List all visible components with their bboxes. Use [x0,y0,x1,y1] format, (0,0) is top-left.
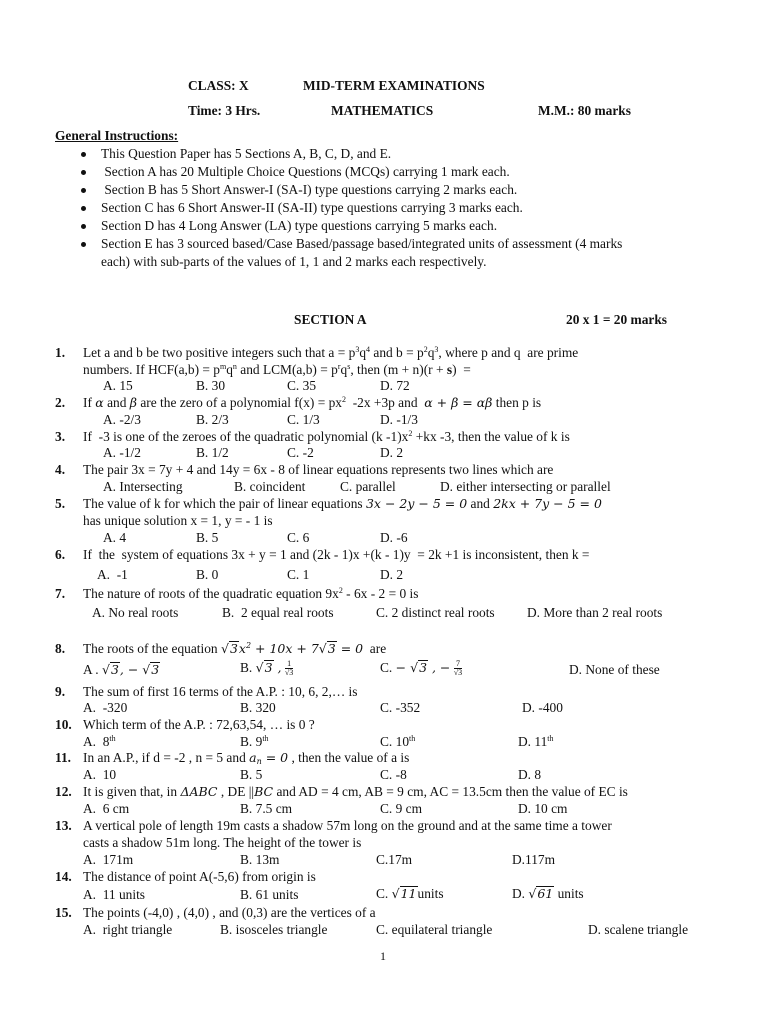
option: C. -2 [287,445,314,460]
question-text: In an A.P., if d = -2 , n = 5 and $a_n = 0$ , then the value of a is [83,750,410,766]
option: A. 11 units [83,887,145,902]
question-number: 10. [55,717,72,732]
option: C. 9 cm [380,801,423,816]
instructions-title: General Instructions: [55,128,179,143]
option: D. √61 units [512,886,584,901]
option: C. 6 [287,530,310,545]
option: B. 5 [196,530,219,545]
option: D. 10 cm [518,801,568,816]
instruction-item: Section C has 6 Short Answer-II (SA-II) type questions carrying 3 marks each. [101,200,523,215]
option: D. 2 [380,567,404,582]
question-text: casts a shadow 51m long. The height of the tower is [83,835,362,850]
question-text: It is given that, in ΔABC , DE ||BC and AD = 4 cm, AB = 9 cm, AC = 13.5cm then the value of EC is [83,784,628,799]
question-text: The value of k for which the pair of linear equations 3x − 2y − 5 = 0 and 2kx + 7y − 5 = 0 [83,496,602,511]
instruction-item: Section E has 3 sourced based/Case Based/passage based/integrated units of assessment (4 marks [101,236,623,251]
option: C. -8 [380,767,407,782]
max-marks: M.M.: 80 marks [538,103,631,118]
option: C. 10th [380,734,416,749]
question-number: 7. [55,586,66,601]
option: D.117m [512,852,556,867]
section-marks: 20 x 1 = 20 marks [566,312,667,327]
question-number: 1. [55,345,66,360]
option: C. 1 [287,567,310,582]
option: D. 11th [518,734,554,749]
option: A. right triangle [83,922,173,937]
question-text: If -3 is one of the zeroes of the quadratic polynomial (k $-1)x^2 +kx$ -3, then the value of k is [83,429,570,444]
question-number: 13. [55,818,72,833]
option: C. − √3 , − $\frac{7}{√3}$ [380,659,463,678]
question-text: Let a and b be two positive integers such that $a = p^3q^4$ and $b = p^2q^3$, where p and q are prime [83,345,579,360]
instruction-item: Section A has 20 Multiple Choice Questions (MCQs) carrying 1 mark each. [101,164,510,179]
bullet-icon [81,224,86,229]
instruction-item: Section D has 4 Long Answer (LA) type questions carrying 5 marks each. [101,218,498,233]
bullet-icon [81,152,86,157]
instruction-item: Section B has 5 Short Answer-I (SA-I) type questions carrying 2 marks each. [101,182,518,197]
option: A. -1 [97,567,128,582]
option: D. either intersecting or parallel [440,479,611,494]
question-number: 2. [55,395,66,410]
option: B. coincident [234,479,306,494]
question-text: The sum of first 16 terms of the A.P. : 10, 6, 2,… is [83,684,358,699]
option: C. √11units [376,886,444,901]
option: D. More than 2 real roots [527,605,663,620]
question-number: 15. [55,905,72,920]
option: B. 0 [196,567,219,582]
option: B. 61 units [240,887,299,902]
option: B. 30 [196,378,226,393]
option: B. 5 [240,767,263,782]
question-text: A vertical pole of length 19m casts a shadow 57m long on the ground and at the same time a tower [83,818,612,833]
bullet-icon [81,206,86,211]
page-number: 1 [380,949,386,963]
question-text: numbers. If $HCF(a,b) = p^mq^n$ and $LCM(a,b) = p^rq^s$, then (m + n)(r + s) = [83,362,471,377]
option: D. None of these [569,662,660,677]
question-text: The nature of roots of the quadratic equation $9x^2 - 6x - 2 = 0$ is [83,586,419,601]
option: A. 171m [83,852,134,867]
question-text: If the system of equations 3x + y = 1 and (2k - 1)x +(k - 1)y = 2k +1 is inconsistent, then k = [83,547,590,562]
option: A. 4 [103,530,127,545]
option: D. 8 [518,767,542,782]
section-title: SECTION A [294,312,367,327]
option: A. No real roots [92,605,179,620]
question-number: 6. [55,547,66,562]
question-number: 11. [55,750,71,765]
option: B. 320 [240,700,276,715]
option: C. 1/3 [287,412,320,427]
option: A . √3, − √3 [83,662,160,677]
option: D. 2 [380,445,404,460]
option: C. 2 distinct real roots [376,605,495,620]
option: A. 6 cm [83,801,130,816]
option: A. -2/3 [103,412,141,427]
option: A. 15 [103,378,133,393]
option: C.17m [376,852,413,867]
option: B. 13m [240,852,280,867]
subject-title: MATHEMATICS [331,103,434,118]
question-text: The points (-4,0) , (4,0) , and (0,3) are the vertices of a [83,905,376,920]
bullet-icon [81,170,86,175]
question-text: If α and β are the zero of a polynomial $f(x) = px^2$ -2x +3p and α + β = αβ then p is [83,395,542,410]
instruction-item: This Question Paper has 5 Sections A, B, C, D, and E. [101,146,392,161]
option: B. isosceles triangle [220,922,328,937]
question-text: The pair 3x = 7y + 4 and 14y = 6x - 8 of linear equations represents two lines which are [83,462,554,477]
question-text: has unique solution x = 1, y = - 1 is [83,513,273,528]
option: C. equilateral triangle [376,922,493,937]
option: C. 35 [287,378,317,393]
option: D. -6 [380,530,408,545]
instruction-item-continued: each) with sub-parts of the values of 1, 1 and 2 marks each respectively. [101,254,487,269]
question-number: 4. [55,462,66,477]
option: D. -1/3 [380,412,418,427]
option: A. 8th [83,734,116,749]
question-number: 14. [55,869,72,884]
question-number: 8. [55,641,66,656]
option: A. Intersecting [103,479,183,494]
option: D. scalene triangle [588,922,689,937]
class-label: CLASS: X [188,78,249,93]
exam-title: MID-TERM EXAMINATIONS [303,78,485,93]
bullet-icon [81,242,86,247]
option: C. -352 [380,700,421,715]
option: B. 2 equal real roots [222,605,334,620]
option: B. 7.5 cm [240,801,293,816]
option: A. -1/2 [103,445,141,460]
option: B. 9th [240,734,269,749]
question-text: The roots of the equation $√3x^2 + 10x + 7√3 = 0$ are [83,641,387,656]
option: D. 72 [380,378,410,393]
question-number: 12. [55,784,72,799]
question-number: 9. [55,684,66,699]
option: B. √3 , $\frac{1}{√3}$ [240,659,294,678]
option: A. -320 [83,700,128,715]
option: C. parallel [340,479,396,494]
exam-time: Time: 3 Hrs. [188,103,261,118]
option: B. 2/3 [196,412,229,427]
question-number: 3. [55,429,66,444]
question-text: Which term of the A.P. : 72,63,54, … is 0 ? [83,717,315,732]
question-number: 5. [55,496,66,511]
option: D. -400 [522,700,563,715]
option: A. 10 [83,767,117,782]
bullet-icon [81,188,86,193]
question-text: The distance of point A(-5,6) from origin is [83,869,316,884]
option: B. 1/2 [196,445,229,460]
